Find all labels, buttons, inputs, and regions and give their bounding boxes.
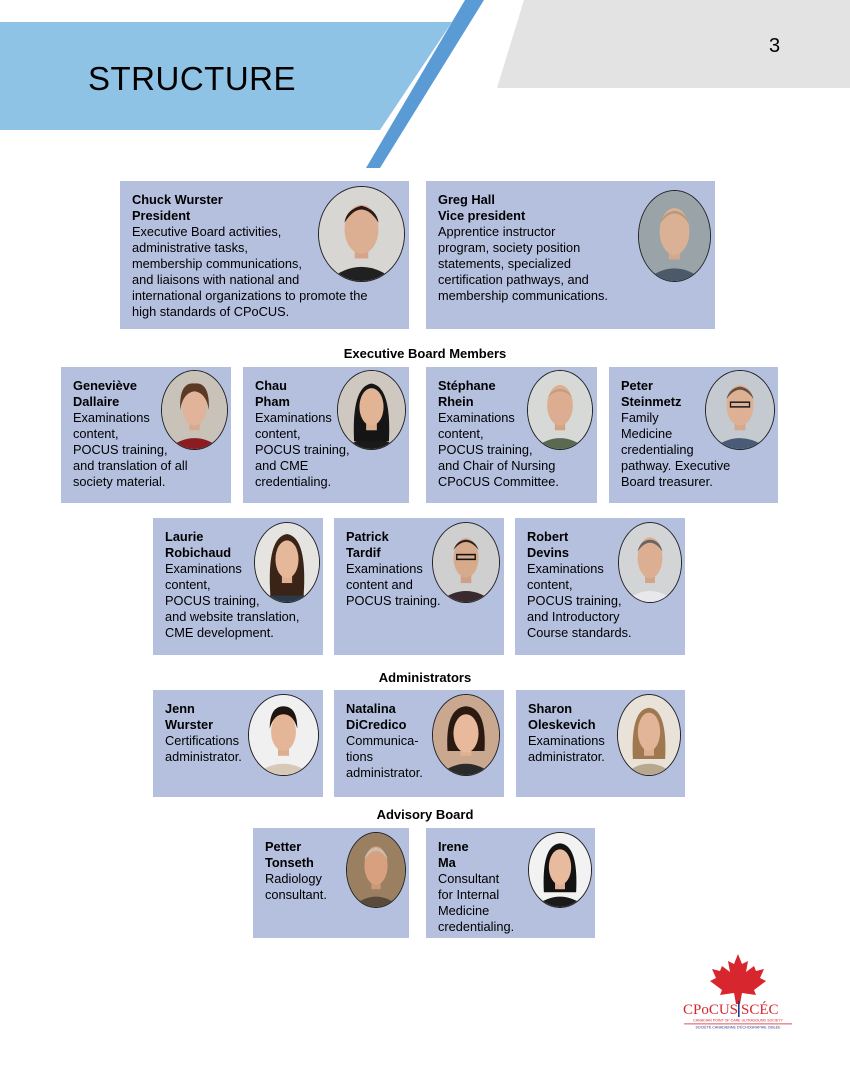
section-heading-advisory: Advisory Board bbox=[376, 807, 474, 822]
member-name: Robert Devins bbox=[527, 529, 569, 560]
svg-text:SCÉC: SCÉC bbox=[741, 1002, 779, 1018]
member-name: Chau Pham bbox=[255, 378, 290, 409]
section-heading-administrators: Administrators bbox=[378, 670, 472, 685]
member-name: Irene Ma bbox=[438, 839, 469, 870]
member-name: Greg Hall Vice president bbox=[438, 192, 526, 223]
member-role: Executive Board activities, administrative tasks, membership communications, and liaisons with national and international organizations to promote the high standards of CPoCUS. bbox=[132, 224, 368, 319]
member-name: Peter Steinmetz bbox=[621, 378, 682, 409]
member-role: Apprentice instructor program, society position statements, specialized certification pathways, and membership communications. bbox=[438, 224, 608, 303]
member-role: Examinations content, POCUS training, and Chair of Nursing CPoCUS Committee. bbox=[438, 410, 559, 489]
maple-leaf-icon bbox=[710, 954, 766, 1004]
member-role: Examinations content, POCUS training, and website translation, CME development. bbox=[165, 561, 300, 640]
member-name: Geneviève Dallaire bbox=[73, 378, 138, 409]
member-role: Examinations content, POCUS training, and CME credentialing. bbox=[255, 410, 350, 489]
member-card-robert-devins bbox=[515, 518, 685, 655]
member-name: Chuck Wurster President bbox=[132, 192, 223, 223]
member-role: Examinations content, POCUS training, and translation of all society material. bbox=[73, 410, 188, 489]
member-role: Certifications administrator. bbox=[165, 733, 242, 764]
member-name: Sharon Oleskevich bbox=[528, 701, 596, 732]
member-card-irene-ma bbox=[426, 828, 595, 938]
member-name: Petter Tonseth bbox=[265, 839, 314, 870]
member-card-jenn-wurster bbox=[153, 690, 323, 797]
member-role: Examinations content, POCUS training, and Introductory Course standards. bbox=[527, 561, 632, 640]
member-name: Stéphane Rhein bbox=[438, 378, 496, 409]
member-name: Patrick Tardif bbox=[346, 529, 389, 560]
member-card-sharon-oleskevich bbox=[516, 690, 685, 797]
member-card-peter-steinmetz bbox=[609, 367, 778, 503]
member-card-greg-hall bbox=[426, 181, 715, 329]
member-name: Laurie Robichaud bbox=[165, 529, 232, 560]
member-role: Examinations content and POCUS training. bbox=[346, 561, 441, 608]
cpocus-logo bbox=[680, 952, 796, 1032]
member-role: Consultant for Internal Medicine credentialing. bbox=[438, 871, 515, 934]
page-title: STRUCTURE bbox=[88, 60, 296, 97]
member-role: Radiology consultant. bbox=[265, 871, 327, 902]
svg-text:CPoCUS: CPoCUS bbox=[683, 1002, 739, 1018]
member-name: Natalina DiCredico bbox=[346, 701, 407, 732]
member-role: Family Medicine credentialing pathway. Executive Board treasurer. bbox=[621, 410, 731, 489]
member-card-patrick-tardif bbox=[334, 518, 504, 655]
svg-text:CANADIAN POINT OF CARE ULTRASO: CANADIAN POINT OF CARE ULTRASOUND SOCIETY bbox=[693, 1018, 783, 1023]
member-card-chau-pham bbox=[243, 367, 409, 503]
member-card-natalina-dicredico bbox=[334, 690, 504, 797]
member-role: Examinations administrator. bbox=[528, 733, 605, 764]
member-card-laurie-robichaud bbox=[153, 518, 323, 655]
member-card-petter-tonseth bbox=[253, 828, 409, 938]
member-name: Jenn Wurster bbox=[165, 701, 214, 732]
member-card-genevieve-dallaire bbox=[61, 367, 231, 503]
member-card-chuck-wurster bbox=[120, 181, 409, 329]
svg-text:SOCIÉTÉ CANADIENNE D'ÉCHOGRAPH: SOCIÉTÉ CANADIENNE D'ÉCHOGRAPHIE CIBLÉE bbox=[695, 1025, 781, 1030]
member-role: Communica- tions administrator. bbox=[346, 733, 423, 780]
member-card-stephane-rhein bbox=[426, 367, 597, 503]
section-heading-executive: Executive Board Members bbox=[343, 346, 507, 361]
page-number: 3 bbox=[769, 35, 781, 57]
